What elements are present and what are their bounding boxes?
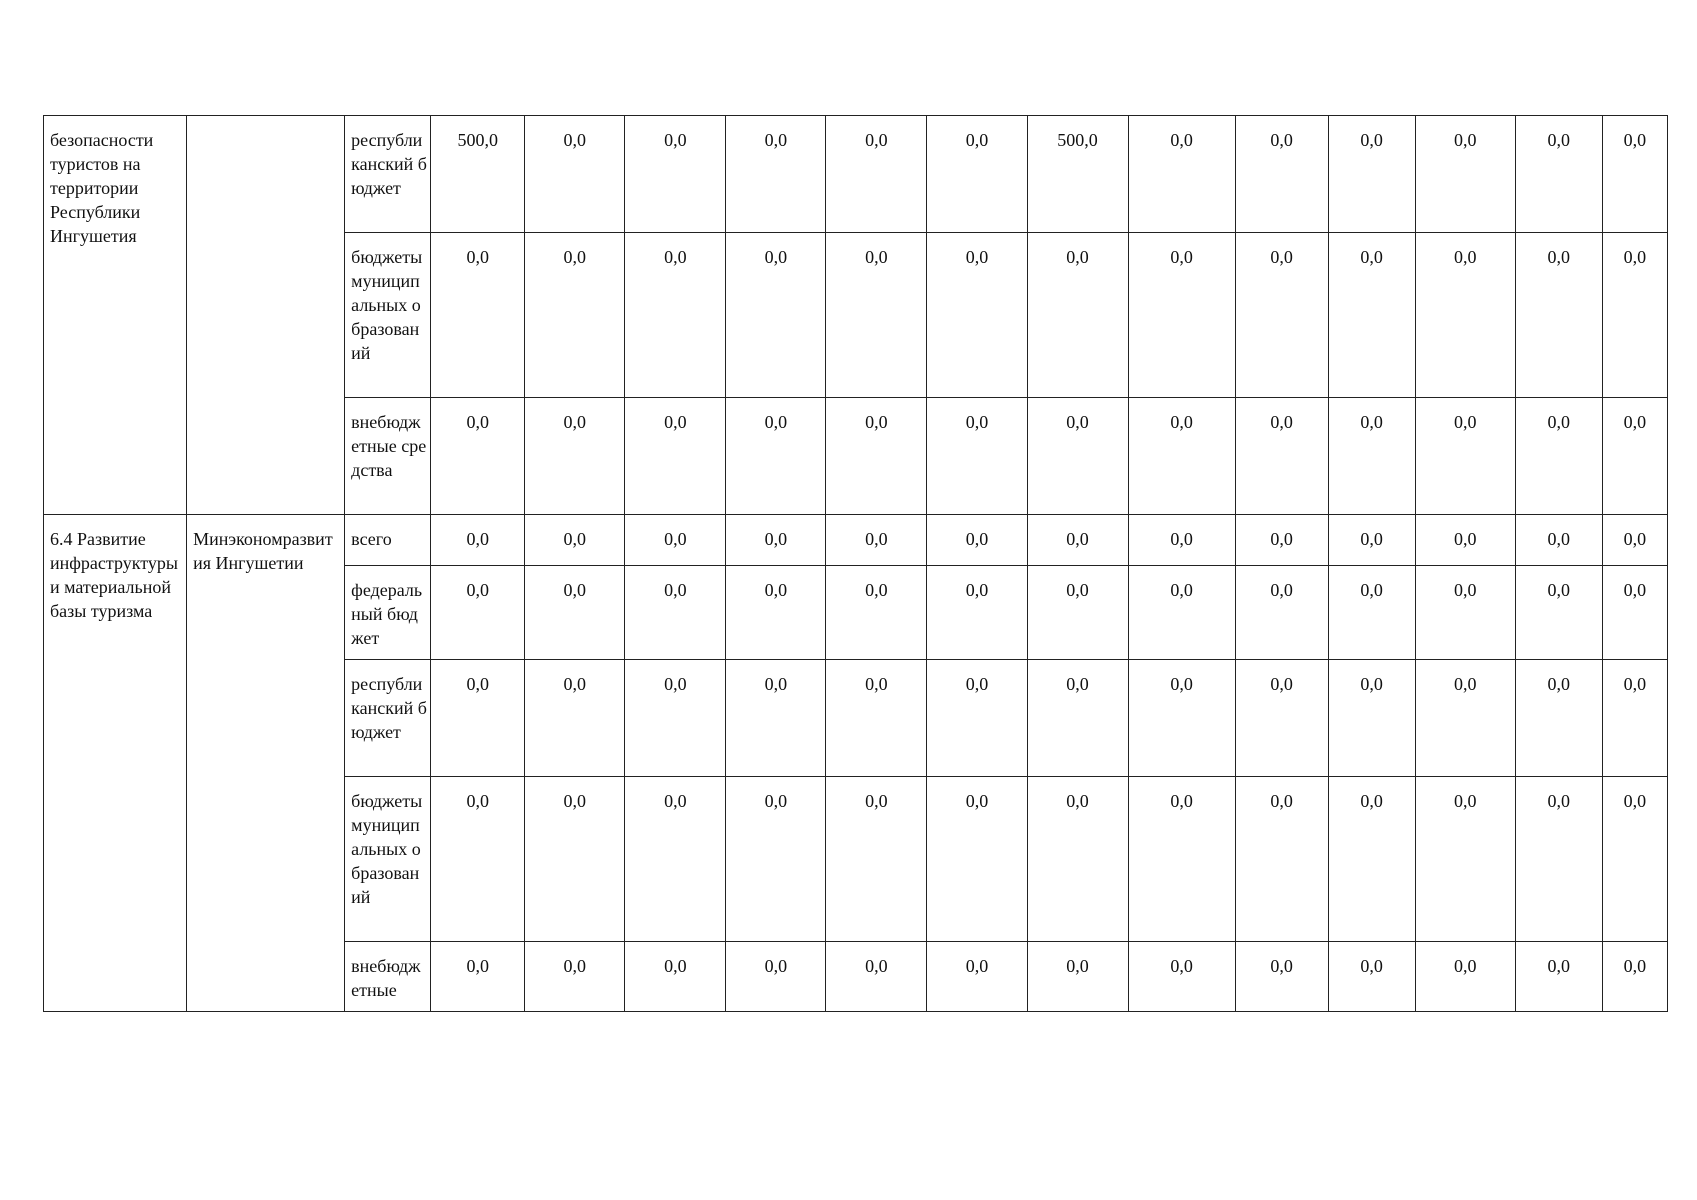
amount-cell: 0,0	[1128, 515, 1235, 566]
funding-source-cell	[345, 942, 431, 1012]
executor-cell	[187, 515, 345, 1012]
amount-cell: 0,0	[1235, 116, 1328, 233]
funding-source-cell	[345, 233, 431, 398]
amount-cell: 0,0	[1515, 566, 1602, 660]
amount-cell: 0,0	[1415, 116, 1515, 233]
amount-cell: 0,0	[826, 777, 927, 942]
table-row	[44, 116, 1668, 233]
amount-cell: 0,0	[1602, 116, 1667, 233]
amount-cell: 0,0	[927, 777, 1027, 942]
amount-cell: 0,0	[1128, 777, 1235, 942]
budget-table	[43, 115, 1668, 1012]
amount-cell: 0,0	[1128, 660, 1235, 777]
amount-cell: 0,0	[625, 660, 726, 777]
amount-cell: 0,0	[1128, 116, 1235, 233]
amount-cell: 0,0	[726, 777, 826, 942]
amount-cell: 500,0	[1027, 116, 1128, 233]
amount-cell: 0,0	[1328, 515, 1415, 566]
amount-cell: 0,0	[1027, 942, 1128, 1012]
amount-cell: 0,0	[1415, 777, 1515, 942]
amount-cell: 0,0	[1602, 398, 1667, 515]
amount-cell: 0,0	[525, 116, 625, 233]
amount-cell: 0,0	[431, 233, 525, 398]
funding-source-cell	[345, 566, 431, 660]
amount-cell: 0,0	[726, 942, 826, 1012]
funding-source-text: бюджеты муниципальных образований	[351, 791, 423, 907]
funding-source-cell	[345, 116, 431, 233]
amount-cell: 0,0	[1235, 233, 1328, 398]
amount-cell: 0,0	[1415, 233, 1515, 398]
table-body	[44, 116, 1668, 1012]
amount-cell: 0,0	[726, 515, 826, 566]
amount-cell: 0,0	[1602, 566, 1667, 660]
amount-cell: 0,0	[1328, 116, 1415, 233]
amount-cell: 0,0	[1027, 398, 1128, 515]
amount-cell: 500,0	[431, 116, 525, 233]
amount-cell: 0,0	[1602, 942, 1667, 1012]
amount-cell: 0,0	[1235, 515, 1328, 566]
amount-cell: 0,0	[525, 777, 625, 942]
amount-cell: 0,0	[726, 660, 826, 777]
amount-cell: 0,0	[1328, 942, 1415, 1012]
amount-cell: 0,0	[1328, 660, 1415, 777]
amount-cell: 0,0	[726, 398, 826, 515]
amount-cell: 0,0	[826, 942, 927, 1012]
funding-source-text: федеральный бюджет	[351, 580, 423, 648]
funding-source-text: республиканский бюджет	[351, 130, 427, 198]
funding-source-cell	[345, 777, 431, 942]
amount-cell: 0,0	[1515, 398, 1602, 515]
amount-cell: 0,0	[1602, 777, 1667, 942]
amount-cell: 0,0	[927, 233, 1027, 398]
amount-cell: 0,0	[1128, 398, 1235, 515]
table-row	[44, 515, 1668, 566]
amount-cell: 0,0	[431, 942, 525, 1012]
amount-cell: 0,0	[826, 566, 927, 660]
amount-cell: 0,0	[927, 515, 1027, 566]
amount-cell: 0,0	[625, 398, 726, 515]
amount-cell: 0,0	[1602, 515, 1667, 566]
amount-cell: 0,0	[1515, 515, 1602, 566]
amount-cell: 0,0	[525, 398, 625, 515]
amount-cell: 0,0	[726, 116, 826, 233]
funding-source-cell	[345, 398, 431, 515]
amount-cell: 0,0	[431, 777, 525, 942]
executor-text: Минэкономразвития Ингушетии	[193, 529, 333, 573]
event-name-cell: безопасности туристов на территории Республики Ингушетия	[44, 116, 187, 515]
amount-cell: 0,0	[431, 660, 525, 777]
amount-cell: 0,0	[1328, 233, 1415, 398]
amount-cell: 0,0	[1027, 777, 1128, 942]
amount-cell: 0,0	[927, 942, 1027, 1012]
amount-cell: 0,0	[826, 398, 927, 515]
amount-cell: 0,0	[1235, 942, 1328, 1012]
amount-cell: 0,0	[1415, 398, 1515, 515]
amount-cell: 0,0	[625, 116, 726, 233]
amount-cell: 0,0	[625, 566, 726, 660]
amount-cell: 0,0	[1128, 566, 1235, 660]
amount-cell: 0,0	[1515, 233, 1602, 398]
amount-cell: 0,0	[1128, 942, 1235, 1012]
amount-cell: 0,0	[1235, 566, 1328, 660]
amount-cell: 0,0	[1235, 660, 1328, 777]
event-name-cell: 6.4 Развитие инфраструктуры и материальной базы туризма	[44, 515, 187, 1012]
funding-source-cell	[345, 515, 431, 566]
funding-source-cell	[345, 660, 431, 777]
amount-cell: 0,0	[525, 515, 625, 566]
amount-cell: 0,0	[1027, 566, 1128, 660]
amount-cell: 0,0	[431, 515, 525, 566]
amount-cell: 0,0	[826, 116, 927, 233]
amount-cell: 0,0	[1415, 566, 1515, 660]
amount-cell: 0,0	[927, 116, 1027, 233]
amount-cell: 0,0	[1415, 942, 1515, 1012]
funding-source-text: внебюджетные средства	[351, 412, 427, 480]
amount-cell: 0,0	[1328, 566, 1415, 660]
amount-cell: 0,0	[525, 660, 625, 777]
amount-cell: 0,0	[625, 942, 726, 1012]
amount-cell: 0,0	[431, 398, 525, 515]
amount-cell: 0,0	[726, 566, 826, 660]
amount-cell: 0,0	[625, 777, 726, 942]
amount-cell: 0,0	[1128, 233, 1235, 398]
amount-cell: 0,0	[1515, 660, 1602, 777]
amount-cell: 0,0	[1235, 777, 1328, 942]
amount-cell: 0,0	[1027, 660, 1128, 777]
amount-cell: 0,0	[726, 233, 826, 398]
amount-cell: 0,0	[1415, 515, 1515, 566]
amount-cell: 0,0	[927, 566, 1027, 660]
amount-cell: 0,0	[625, 515, 726, 566]
amount-cell: 0,0	[1027, 515, 1128, 566]
amount-cell: 0,0	[826, 515, 927, 566]
amount-cell: 0,0	[431, 566, 525, 660]
amount-cell: 0,0	[826, 233, 927, 398]
amount-cell: 0,0	[1415, 660, 1515, 777]
amount-cell: 0,0	[927, 660, 1027, 777]
amount-cell: 0,0	[1515, 942, 1602, 1012]
amount-cell: 0,0	[625, 233, 726, 398]
funding-source-text: всего	[351, 529, 392, 549]
amount-cell: 0,0	[1027, 233, 1128, 398]
amount-cell: 0,0	[1328, 398, 1415, 515]
amount-cell: 0,0	[525, 942, 625, 1012]
amount-cell: 0,0	[525, 233, 625, 398]
amount-cell: 0,0	[1515, 116, 1602, 233]
funding-source-text: бюджеты муниципальных образований	[351, 247, 423, 363]
amount-cell: 0,0	[1515, 777, 1602, 942]
executor-cell	[187, 116, 345, 515]
amount-cell: 0,0	[525, 566, 625, 660]
amount-cell: 0,0	[1328, 777, 1415, 942]
amount-cell: 0,0	[1235, 398, 1328, 515]
amount-cell: 0,0	[927, 398, 1027, 515]
amount-cell: 0,0	[826, 660, 927, 777]
amount-cell: 0,0	[1602, 660, 1667, 777]
funding-source-text: республиканский бюджет	[351, 674, 427, 742]
amount-cell: 0,0	[1602, 233, 1667, 398]
funding-source-text: внебюджетные	[351, 956, 421, 1000]
